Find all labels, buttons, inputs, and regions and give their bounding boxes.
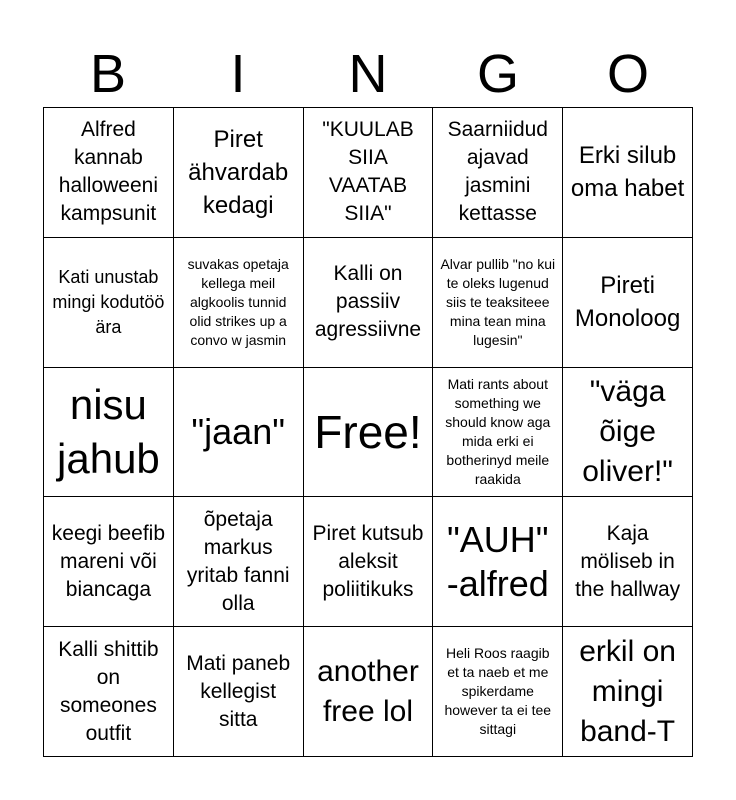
bingo-cell[interactable]: "väga õige oliver!" bbox=[563, 368, 693, 498]
bingo-cell[interactable]: Kaja möliseb in the hallway bbox=[563, 497, 693, 627]
header-letter-g: G bbox=[476, 44, 519, 104]
bingo-cell[interactable]: Pireti Monoloog bbox=[563, 238, 693, 368]
bingo-cell[interactable]: Alvar pullib "no kui te oleks lugenud siis te teaksiteee mina tean mina lugesin" bbox=[433, 238, 563, 368]
bingo-cell[interactable]: Alfred kannab halloweeni kampsunit bbox=[44, 108, 174, 238]
bingo-cell[interactable]: Heli Roos raagib et ta naeb et me spikerdame however ta ei tee sittagi bbox=[433, 627, 563, 757]
bingo-cell[interactable]: Piret ähvardab kedagi bbox=[174, 108, 304, 238]
header-letter-i: I bbox=[230, 44, 246, 104]
bingo-cell[interactable]: õpetaja markus yritab fanni olla bbox=[174, 497, 304, 627]
bingo-cell[interactable]: "AUH" -alfred bbox=[433, 497, 563, 627]
bingo-cell[interactable]: "jaan" bbox=[174, 368, 304, 498]
bingo-cell[interactable]: Kalli on passiiv agressiivne bbox=[304, 238, 434, 368]
header-letter-b: B bbox=[89, 44, 127, 104]
bingo-board bbox=[43, 107, 693, 757]
bingo-cell[interactable]: Kati unustab mingi kodutöö ära bbox=[44, 238, 174, 368]
bingo-cell[interactable]: Mati rants about something we should know aga mida erki ei botherinyd meile raakida bbox=[433, 368, 563, 498]
bingo-cell[interactable]: another free lol bbox=[304, 627, 434, 757]
bingo-header bbox=[43, 40, 693, 108]
bingo-cell[interactable]: Saarniidud ajavad jasmini kettasse bbox=[433, 108, 563, 238]
bingo-cell[interactable]: erkil on mingi band-T bbox=[563, 627, 693, 757]
bingo-cell[interactable]: suvakas opetaja kellega meil algkoolis tunnid olid strikes up a convo w jasmin bbox=[174, 238, 304, 368]
bingo-cell[interactable]: keegi beefib mareni või biancaga bbox=[44, 497, 174, 627]
bingo-cell[interactable]: Kalli shittib on someones outfit bbox=[44, 627, 174, 757]
header-letter-n: N bbox=[348, 44, 388, 104]
header-letter-o: O bbox=[606, 44, 649, 104]
bingo-cell[interactable]: Erki silub oma habet bbox=[563, 108, 693, 238]
bingo-cell[interactable]: "KUULAB SIIA VAATAB SIIA" bbox=[304, 108, 434, 238]
bingo-cell[interactable]: Piret kutsub aleksit poliitikuks bbox=[304, 497, 434, 627]
free-cell[interactable]: Free! bbox=[304, 368, 434, 498]
bingo-cell[interactable]: Mati paneb kellegist sitta bbox=[174, 627, 304, 757]
bingo-cell[interactable]: nisu jahub bbox=[44, 368, 174, 498]
